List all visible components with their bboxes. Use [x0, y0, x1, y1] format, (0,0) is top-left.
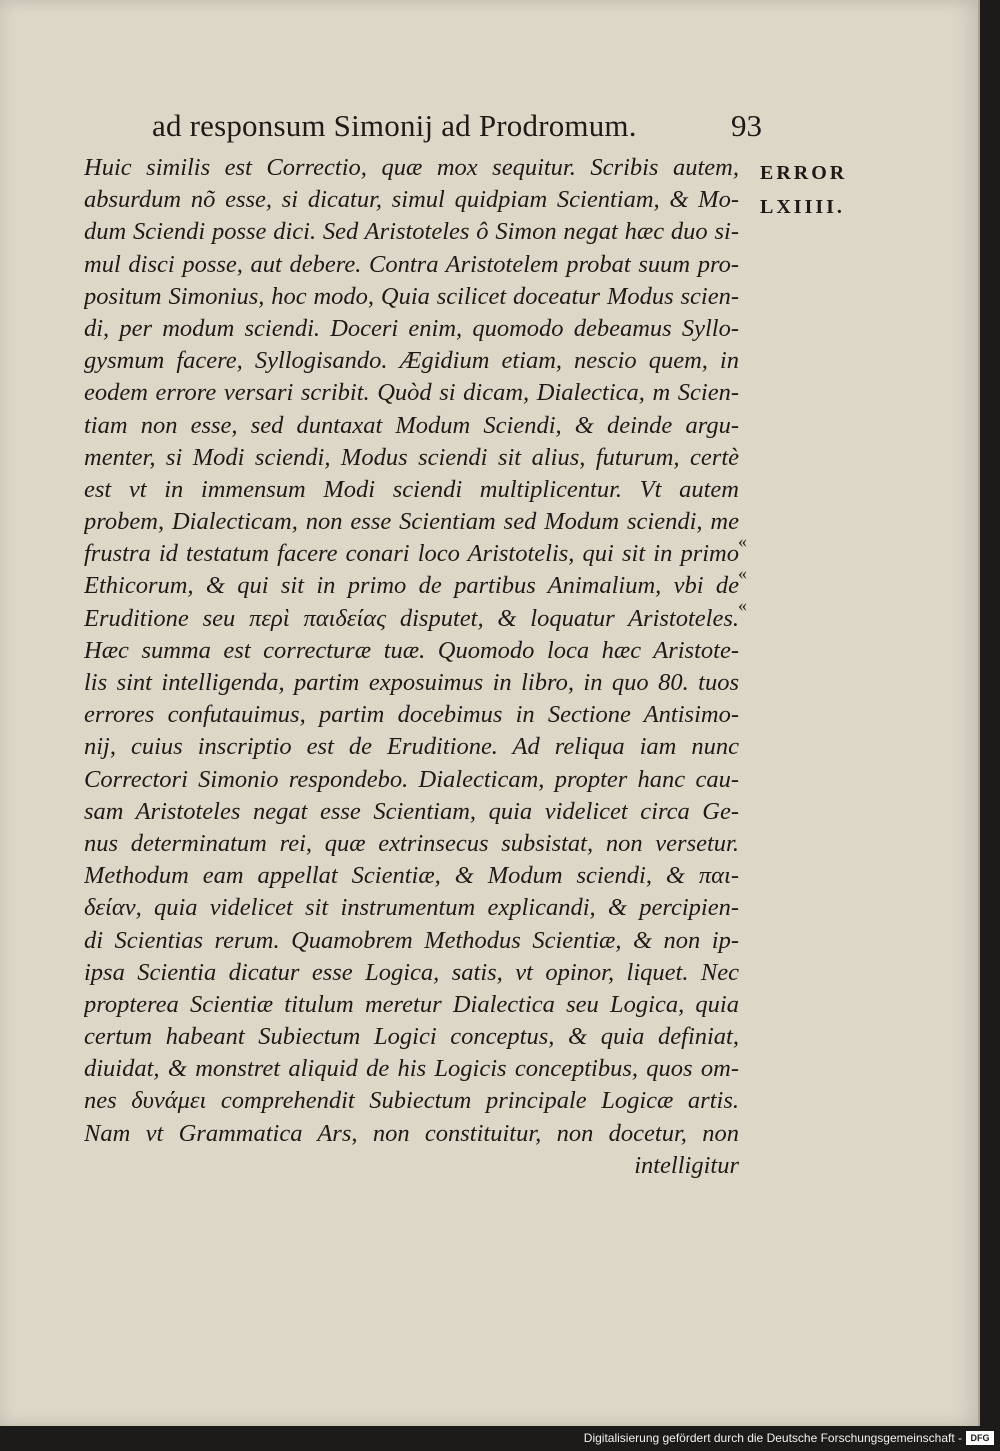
text-line: est vt in immensum Modi sciendi multiplicentur. Vt autem: [84, 475, 739, 503]
text-line: Eruditione seu περὶ παιδείας disputet, & loquatur Aristoteles.: [84, 604, 739, 632]
footer-bar: [0, 1426, 1000, 1451]
text-line: nij, cuius inscriptio est de Eruditione. Ad reliqua iam nunc: [84, 733, 739, 761]
page-header: [152, 108, 762, 148]
footer-credit: Digitalisierung gefördert durch die Deutsche Forschungsgemeinschaft -: [583, 1431, 962, 1445]
margin-note-line: LXIIII.: [760, 196, 845, 218]
margin-note: [760, 156, 880, 224]
text-line: lis sint intelligenda, partim exposuimus in libro, in quo 80. tuos: [84, 669, 739, 696]
text-line: Ethicorum, & qui sit in primo de partibus Animalium, vbi de: [84, 572, 739, 600]
text-line: propterea Scientiæ titulum meretur Dialectica seu Logica, quia: [84, 990, 739, 1018]
text-line: di Scientias rerum. Quamobrem Methodus Scientiæ, & non ip-: [84, 926, 739, 954]
text-line: menter, si Modi sciendi, Modus sciendi sit alius, futurum, certè: [84, 443, 739, 471]
catchword: intelligitur: [634, 1151, 739, 1179]
text-line: absurdum nõ esse, si dicatur, simul quidpiam Scientiam, & Mo-: [84, 186, 739, 214]
text-line: sam Aristoteles negat esse Scientiam, quia videlicet circa Ge-: [84, 797, 739, 825]
text-line: Methodum eam appellat Scientiæ, & Modum sciendi, & παι-: [84, 862, 739, 890]
text-line: probem, Dialecticam, non esse Scientiam sed Modum sciendi, me: [84, 508, 739, 536]
quote-mark: «: [738, 531, 747, 551]
quotation-marks: [738, 525, 768, 622]
text-line: Nam vt Grammatica Ars, non constituitur, non docetur, non: [84, 1119, 739, 1147]
text-line: gysmum facere, Syllogisando. Ægidium etiam, nescio quem, in: [84, 347, 739, 375]
text-line: Huic similis est Correctio, quæ mox sequitur. Scribis autem,: [84, 154, 739, 181]
text-line: Correctori Simonio respondebo. Dialecticam, propter hanc cau-: [84, 765, 739, 793]
text-line: errores confutauimus, partim docebimus in Sectione Antisimo-: [84, 701, 739, 729]
text-line: diuidat, & monstret aliquid de his Logicis conceptibus, quos om-: [84, 1055, 739, 1083]
text-line: dum Sciendi posse dici. Sed Aristoteles ô Simon negat hæc duo si-: [84, 218, 739, 246]
running-title: ad responsum Simonij ad Prodromum.: [152, 108, 637, 143]
dfg-logo-icon: DFG: [966, 1431, 994, 1445]
body-text: [84, 152, 739, 1182]
text-line: tiam non esse, sed duntaxat Modum Sciendi, & deinde argu-: [84, 411, 739, 439]
text-line: di, per modum sciendi. Doceri enim, quomodo debeamus Syllo-: [84, 314, 739, 342]
text-line: frustra id testatum facere conari loco Aristotelis, qui sit in primo: [84, 540, 739, 568]
quote-mark: «: [738, 595, 747, 616]
margin-note-line: ERROR: [760, 162, 848, 184]
text-line: nes δυνάμει comprehendit Subiectum principale Logicæ artis.: [84, 1087, 739, 1115]
quote-mark: «: [738, 563, 747, 584]
text-line: Hæc summa est correcturæ tuæ. Quomodo loca hæc Aristote-: [84, 636, 739, 664]
page-number: 93: [731, 108, 762, 143]
text-line: δείαν, quia videlicet sit instrumentum explicandi, & percipien-: [84, 894, 739, 922]
text-line: mul disci posse, aut debere. Contra Aristotelem probat suum pro-: [84, 250, 739, 278]
text-line: positum Simonius, hoc modo, Quia scilicet doceatur Modus scien-: [84, 282, 739, 310]
text-line: certum habeant Subiectum Logici conceptus, & quia definiat,: [84, 1023, 739, 1051]
text-line: eodem errore versari scribit. Quòd si dicam, Dialectica, m Scien-: [84, 379, 739, 407]
text-line: ipsa Scientia dicatur esse Logica, satis, vt opinor, liquet. Nec: [84, 958, 739, 986]
text-line: nus determinatum rei, quæ extrinsecus subsistat, non versetur.: [84, 829, 739, 857]
